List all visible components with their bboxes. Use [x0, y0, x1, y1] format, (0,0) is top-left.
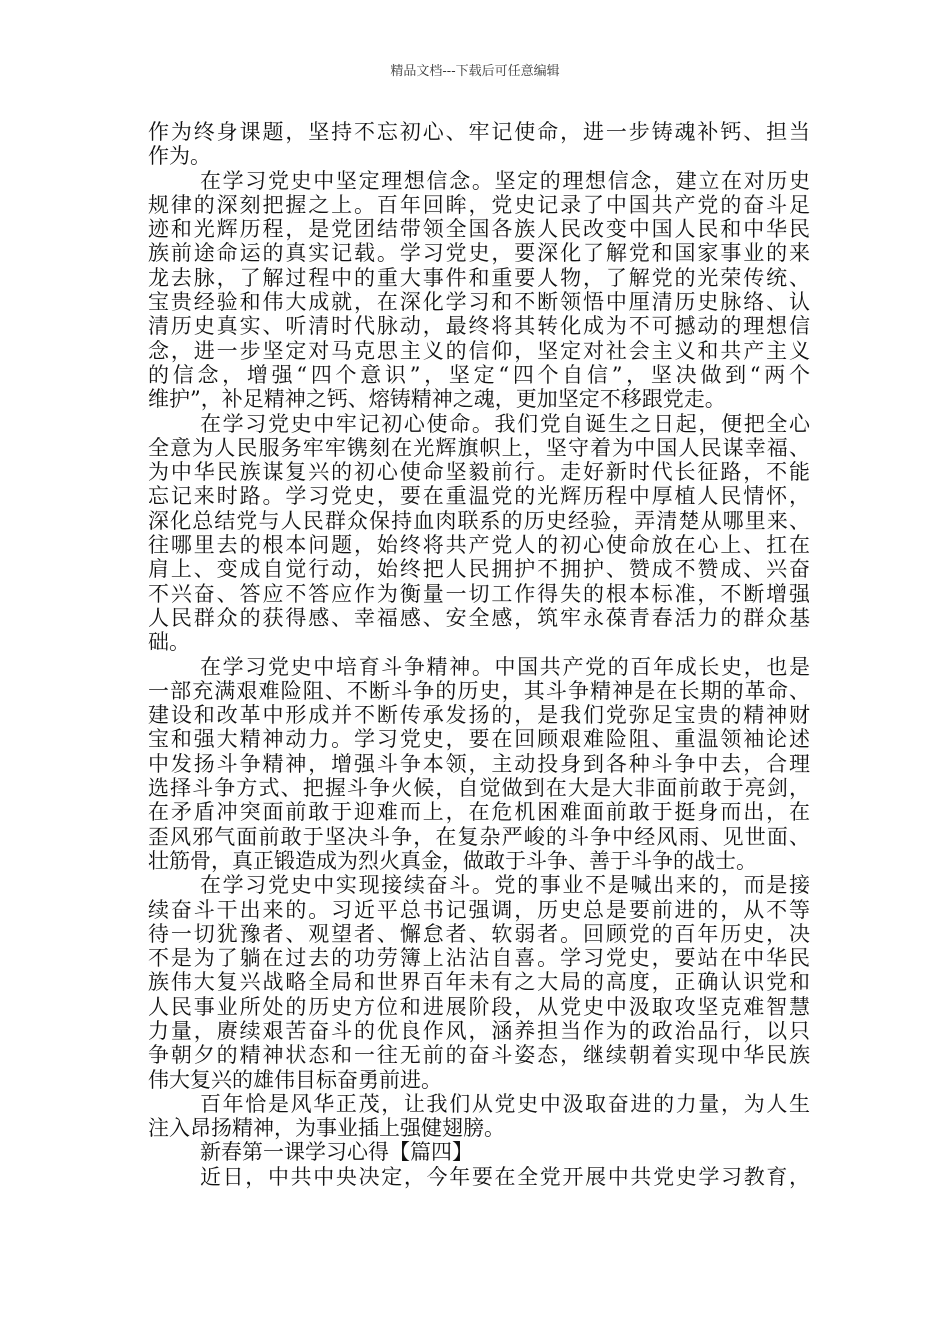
paragraph: [148, 169, 810, 412]
paragraph-line: 作为终身课题，坚持不忘初心、牢记使命，进一步铸魂补钙、担当: [148, 120, 810, 144]
paragraph-line: 龙去脉，了解过程中的重大事件和重要人物，了解党的光荣传统、: [148, 265, 810, 290]
paragraph: [148, 655, 810, 874]
paragraph-line: 不是为了躺在过去的功劳簿上沾沾自喜。学习党史，要站在中华民: [148, 946, 810, 971]
paragraph-line: 在学习党史中牢记初心使命。我们党自诞生之日起，便把全心: [200, 411, 810, 436]
page-header: 精品文档---下载后可任意编辑: [390, 64, 560, 79]
paragraph-line: 人民事业所处的历史方位和进展阶段，从党史中汲取攻坚克难智慧: [148, 994, 810, 1019]
paragraph-line: 作为。: [148, 144, 211, 169]
paragraph-line: 伟大复兴的雄伟目标奋勇前进。: [148, 1067, 442, 1092]
paragraph-line: 宝和强大精神动力。学习党史，要在回顾艰难险阻、重温领袖论述: [148, 727, 810, 752]
paragraph-line: 争朝夕的精神状态和一往无前的奋斗姿态，继续朝着实现中华民族: [148, 1043, 810, 1068]
paragraph-line: 百年恰是风华正茂，让我们从党史中汲取奋进的力量，为人生: [200, 1091, 810, 1116]
paragraph-line: 肩上、变成自觉行动，始终把人民拥护不拥护、赞成不赞成、兴奋: [148, 557, 810, 582]
paragraph: [148, 1140, 810, 1164]
paragraph-line: 深化总结党与人民群众保持血肉联系的历史经验，弄清楚从哪里来、: [148, 508, 810, 533]
paragraph-line: 在学习党史中培育斗争精神。中国共产党的百年成长史，也是: [200, 654, 810, 679]
paragraph: [148, 1165, 810, 1189]
paragraph: [148, 1092, 810, 1141]
paragraph-line: 规律的深刻把握之上。百年回眸，党史记录了中国共产党的奋斗足: [148, 192, 810, 217]
paragraph-line: 注入昂扬精神，为事业插上强健翅膀。: [148, 1116, 505, 1141]
paragraph-line: 壮筋骨，真正锻造成为烈火真金，做敢于斗争、善于斗争的战士。: [148, 848, 757, 873]
paragraph-line: 在矛盾冲突面前敢于迎难而上，在危机困难面前敢于挺身而出，在: [148, 800, 810, 825]
paragraph-line: 维护”，补足精神之钙、熔铸精神之魂，更加坚定不移跟党走。: [148, 387, 726, 412]
paragraph-line: 族伟大复兴战略全局和世界百年未有之大局的高度，正确认识党和: [148, 970, 810, 995]
paragraph-line: 础。: [148, 630, 190, 655]
paragraph: [148, 412, 810, 655]
paragraph-line: 建设和改革中形成并不断传承发扬的，是我们党弥足宝贵的精神财: [148, 703, 810, 728]
document-body: [148, 120, 810, 1189]
paragraph-line: 待一切犹豫者、观望者、懈怠者、软弱者。回顾党的百年历史，决: [148, 921, 810, 946]
paragraph-line: 近日，中共中央决定，今年要在全党开展中共党史学习教育，: [200, 1164, 810, 1189]
paragraph: [148, 873, 810, 1092]
paragraph-line: 歪风邪气面前敢于坚决斗争，在复杂严峻的斗争中经风雨、见世面、: [148, 824, 810, 849]
paragraph-line: 不兴奋、答应不答应作为衡量一切工作得失的根本标准，不断增强: [148, 581, 810, 606]
paragraph-line: 在学习党史中实现接续奋斗。党的事业不是喊出来的，而是接: [200, 873, 810, 898]
paragraph: [148, 120, 810, 169]
paragraph-line: 念，进一步坚定对马克思主义的信仰，坚定对社会主义和共产主义: [148, 338, 810, 363]
paragraph-line: 在学习党史中坚定理想信念。坚定的理想信念，建立在对历史: [200, 168, 810, 193]
paragraph-line: 的信念，增强“四个意识”，坚定“四个自信”，坚决做到“两个: [148, 362, 810, 387]
paragraph-line: 人民群众的获得感、幸福感、安全感，筑牢永葆青春活力的群众基: [148, 605, 810, 630]
paragraph-line: 忘记来时路。学习党史，要在重温党的光辉历程中厚植人民情怀，: [148, 484, 810, 509]
paragraph-line: 新春第一课学习心得【篇四】: [200, 1140, 473, 1165]
paragraph-line: 一部充满艰难险阻、不断斗争的历史，其斗争精神是在长期的革命、: [148, 678, 810, 703]
paragraph-line: 清历史真实、听清时代脉动，最终将其转化成为不可撼动的理想信: [148, 314, 810, 339]
paragraph-line: 往哪里去的根本问题，始终将共产党人的初心使命放在心上、扛在: [148, 533, 810, 558]
paragraph-line: 为中华民族谋复兴的初心使命坚毅前行。走好新时代长征路，不能: [148, 460, 810, 485]
paragraph-line: 中发扬斗争精神，增强斗争本领，主动投身到各种斗争中去，合理: [148, 751, 810, 776]
paragraph-line: 选择斗争方式、把握斗争火候，自觉做到在大是大非面前敢于亮剑，: [148, 776, 810, 801]
paragraph-line: 宝贵经验和伟大成就，在深化学习和不断领悟中厘清历史脉络、认: [148, 290, 810, 315]
paragraph-line: 力量，赓续艰苦奋斗的优良作风，涵养担当作为的政治品行，以只: [148, 1018, 810, 1043]
paragraph-line: 族前途命运的真实记载。学习党史，要深化了解党和国家事业的来: [148, 241, 810, 266]
paragraph-line: 续奋斗干出来的。习近平总书记强调，历史总是要前进的，从不等: [148, 897, 810, 922]
paragraph-line: 全意为人民服务牢牢镌刻在光辉旗帜上，坚守着为中国人民谋幸福、: [148, 435, 810, 460]
paragraph-line: 迹和光辉历程，是党团结带领全国各族人民改变中国人民和中华民: [148, 217, 810, 242]
